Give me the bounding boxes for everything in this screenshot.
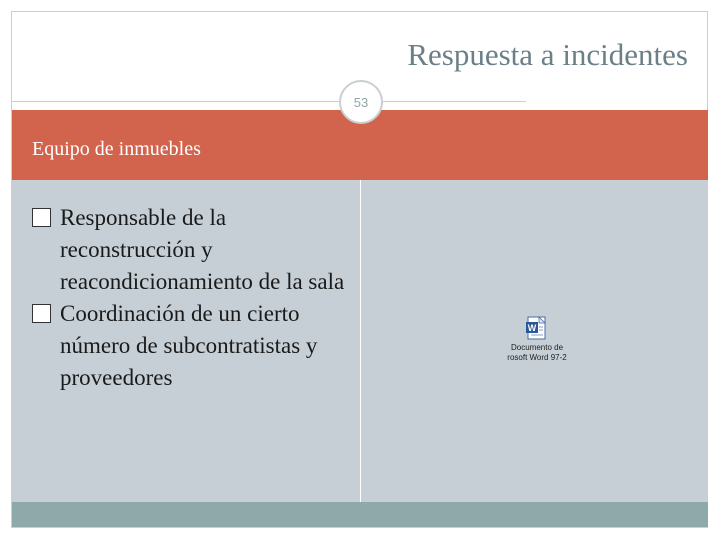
bullet-text: Responsable de la reconstrucción y reacondicionamiento de la sala [60, 205, 345, 294]
embedded-document-label[interactable] [496, 343, 578, 363]
bullet-item [32, 298, 352, 394]
bullet-list [32, 202, 352, 394]
bullet-glyph-icon [32, 304, 51, 323]
page-number-badge [339, 80, 383, 124]
svg-text:W: W [527, 323, 537, 333]
embedded-document-label-line1: Documento de [510, 343, 564, 352]
bullet-item [32, 202, 352, 298]
footer-band [12, 502, 708, 527]
title-rule [12, 101, 526, 102]
slide-title: Respuesta a incidentes [407, 37, 688, 72]
section-header: Equipo de inmuebles [32, 138, 201, 160]
content-right-panel [361, 180, 708, 502]
word-document-icon[interactable] [525, 316, 549, 340]
bullet-glyph-icon [32, 208, 51, 227]
bullet-text: Coordinación de un cierto número de subcontratistas y proveedores [60, 301, 318, 390]
page-number: 53 [353, 94, 369, 110]
embedded-document-label-line2: rosoft Word 97-2 [507, 353, 567, 362]
